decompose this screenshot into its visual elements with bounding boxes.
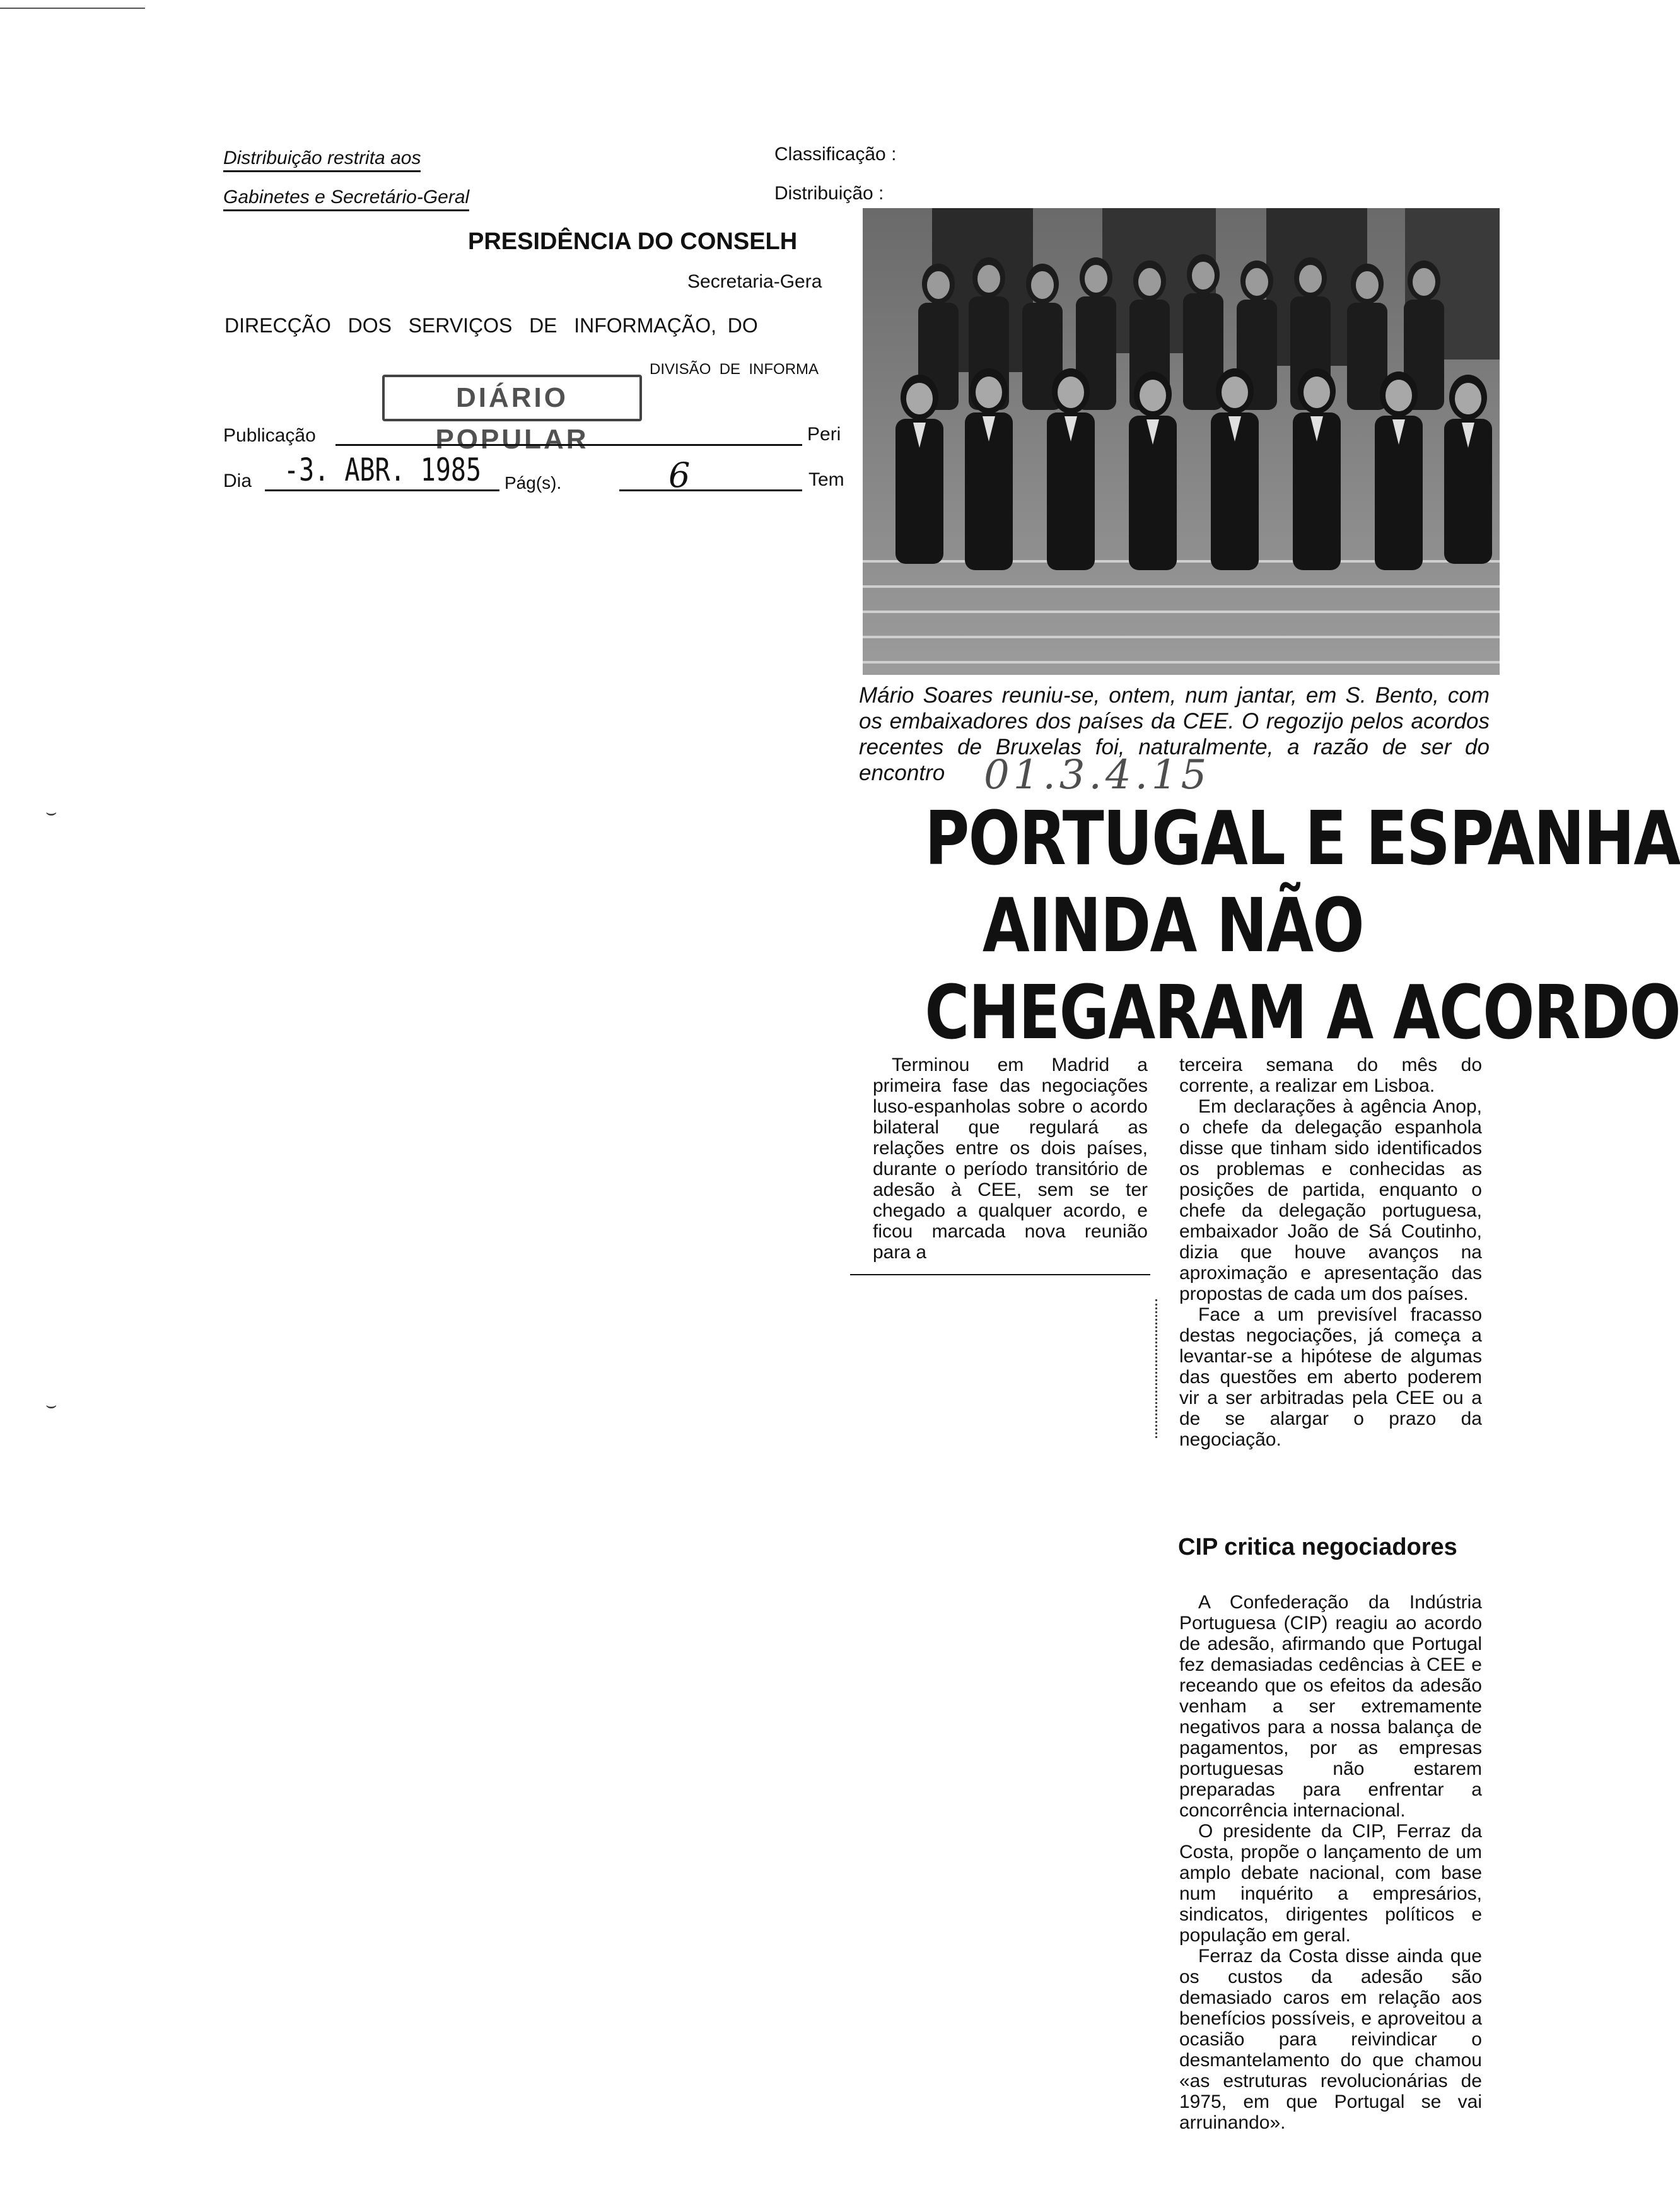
article-column-1 (873, 1055, 1148, 1263)
dia-line (265, 489, 499, 491)
pags-label: Pág(s). (505, 473, 562, 493)
headline-line1: PORTUGAL E ESPANHA (925, 795, 1680, 882)
headline-line2: AINDA NÃO (982, 882, 1364, 969)
column-divider (1155, 1299, 1157, 1438)
col2-paragraph-2: Em declarações à agência Anop, o chefe da delegação espanhola disse que tinham sido identificados os problemas e conhecidas as posições de partida, enquanto o chefe da delegação portuguesa, embaixador João de Sá Coutinho, dizia que houve avanços na aproximação e apresentação das propostas de cada um dos países. (1179, 1096, 1482, 1304)
article-column-2 (1179, 1055, 1482, 1450)
scan-speck: ⌣ (45, 802, 57, 822)
presidencia-heading: PRESIDÊNCIA DO CONSELH (468, 228, 798, 255)
headline-line3: CHEGARAM A ACORDO (925, 969, 1680, 1056)
subheading: CIP critica negociadores (1178, 1534, 1457, 1560)
direccao-heading: DIRECÇÃO DOS SERVIÇOS DE INFORMAÇÃO, DO (225, 314, 758, 337)
col2-paragraph-3: Face a um previsível fracasso destas negociações, já começa a levantar-se a hipótese de algumas das questões em aberto poderem vir a ser arbitradas pela CEE ou a de se alargar o prazo da negociação. (1179, 1304, 1482, 1450)
col2-paragraph-6: Ferraz da Costa disse ainda que os custos da adesão são demasiado caros em relação aos benefícios possíveis, e aproveitou a ocasião para reivindicar o desmantelamento do que chamou «as estruturas revolucionárias de 1975, em que Portugal se vai arruinando». (1179, 1946, 1482, 2133)
group-photo (863, 208, 1500, 675)
distribution-restriction-line2: Gabinetes e Secretário-Geral (223, 187, 469, 211)
dia-value: -3. ABR. 1985 (284, 452, 482, 488)
publication-stamp: DIÁRIO POPULAR (382, 375, 642, 421)
col1-paragraph-1: Terminou em Madrid a primeira fase das negociações luso-espanholas sobre o acordo bilateral que regulará as relações entre os dois países, durante o período transitório de adesão à CEE, sem se ter chegado a qualquer acordo, e ficou marcada nova reunião para a (873, 1055, 1148, 1263)
col2-paragraph-4: A Confederação da Indústria Portuguesa (CIP) reagiu ao acordo de adesão, afirmando que Portugal fez demasiadas cedências à CEE e receando que os efeitos da adesão venham a ser extremamente negativos para a nossa balança de pagamentos, por as empresas portuguesas não estarem preparadas para enfrentar a concorrência internacional. (1179, 1592, 1482, 1821)
handwritten-note: 01.3.4.15 (984, 752, 1211, 798)
scan-speck: ⌣ (45, 1395, 57, 1415)
scan-edge-mark (0, 8, 145, 9)
article-column-2-continued (1179, 1592, 1482, 2133)
tema-label: Tem (808, 469, 844, 490)
distribution-restriction-line1: Distribuição restrita aos (223, 148, 421, 172)
pags-value: 6 (668, 455, 691, 495)
dia-label: Dia (223, 471, 252, 491)
periodicidade-label: Peri (807, 424, 841, 445)
distribuicao-label: Distribuição : (774, 183, 884, 204)
classificacao-label: Classificação : (774, 144, 897, 165)
photo-caption: Mário Soares reuniu-se, ontem, num jantar, em S. Bento, com os embaixadores dos países da CEE. O regozijo pelos acordos recentes de Bruxelas foi, naturalmente, a razão de ser do encontro (859, 683, 1490, 785)
divisao-heading: DIVISÃO DE INFORMA (650, 361, 819, 378)
group-photo-illustration (863, 208, 1500, 675)
column-rule (850, 1274, 1150, 1275)
col2-paragraph-5: O presidente da CIP, Ferraz da Costa, propõe o lançamento de um amplo debate nacional, com base num inquérito a empresários, sindicatos, dirigentes políticos e população em geral. (1179, 1821, 1482, 1946)
publicacao-label: Publicação (223, 425, 316, 446)
secretaria-heading: Secretaria-Gera (687, 271, 822, 292)
pags-line (619, 489, 802, 491)
publicacao-line (335, 444, 802, 446)
col2-paragraph-1: terceira semana do mês do corrente, a realizar em Lisboa. (1179, 1055, 1482, 1096)
